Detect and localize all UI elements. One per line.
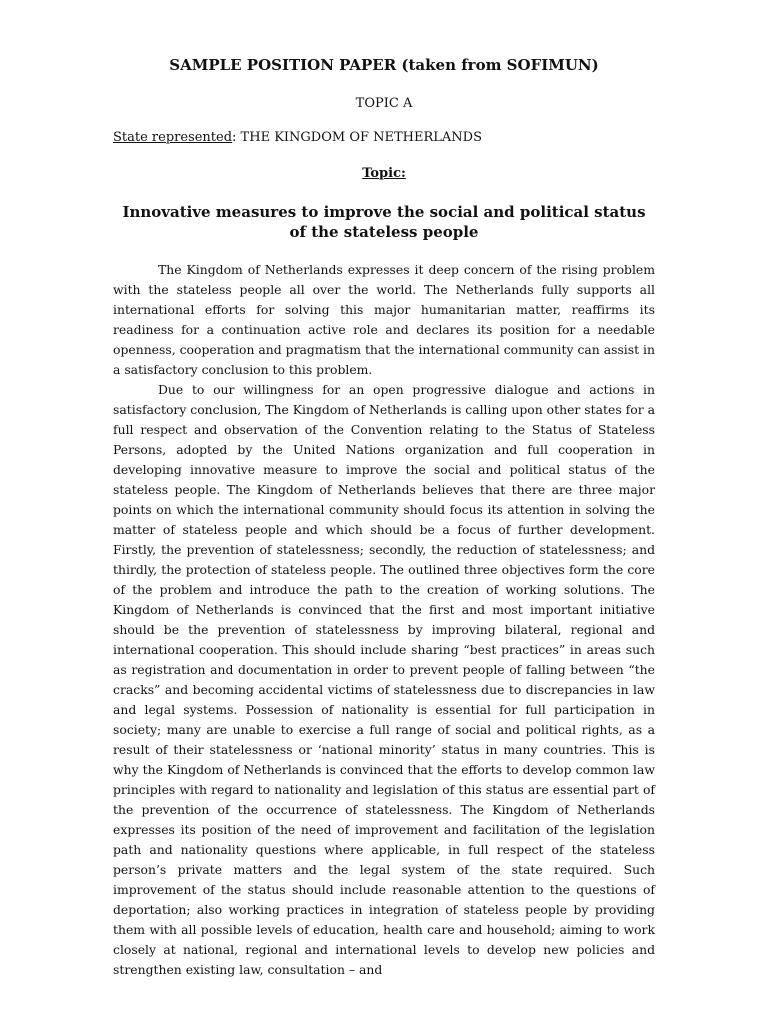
state-represented-line bbox=[113, 129, 673, 147]
topic-label: Topic: bbox=[362, 166, 406, 181]
topic-heading: Innovative measures to improve the social and political status of the stateless people bbox=[122, 203, 646, 241]
body-paragraph-1: The Kingdom of Netherlands expresses it deep concern of the rising problem with the stateless people all over the world. The Netherlands fully supports all international efforts for solving this major humanitarian matter, reaffirms its readiness for a continuation active role and declares its position for a needable openness, cooperation and pragmatism that the international community can assist in a satisfactory conclusion to this problem. bbox=[113, 262, 655, 377]
document-title: SAMPLE POSITION PAPER (taken from SOFIMUN) bbox=[169, 56, 599, 74]
document-body bbox=[113, 260, 655, 980]
state-represented-label: State represented bbox=[113, 130, 233, 145]
state-represented-value: : THE KINGDOM OF NETHERLANDS bbox=[232, 130, 483, 145]
body-paragraph-2: Due to our willingness for an open progressive dialogue and actions in satisfactory conclusion, The Kingdom of Netherlands is calling upon other states for a full respect and observation of the Convention relating to the Status of Stateless Persons, adopted by the United Nations organization and full cooperation in developing innovative measure to improve the social and political status of the stateless people. The Kingdom of Netherlands believes that there are three major points on which the international community should focus its attention in solving the matter of stateless people and which should be a focus of further development. Firstly, the prevention of statelessness; secondly, the reduction of statelessness; and thirdly, the protection of stateless people. The outlined three objectives form the core of the problem and introduce the path to the creation of working solutions. The Kingdom of Netherlands is convinced that the first and most important initiative should be the prevention of statelessness by improving bilateral, regional and international cooperation. This should include sharing “best practices” in areas such as registration and documentation in order to prevent people of falling between “the cracks” and becoming accidental victims of statelessness due to discrepancies in law and legal systems. Possession of nationality is essential for full participation in society; many are unable to exercise a full range of social and political rights, as a result of their statelessness or ‘national minority’ status in many countries. This is why the Kingdom of Netherlands is convinced that the efforts to develop common law principles with regard to nationality and legislation of this status are essential part of the prevention of the occurrence of statelessness. The Kingdom of Netherlands expresses its position of the need of improvement and facilitation of the legislation path and nationality questions where applicable, in full respect of the stateless person’s private matters and the legal system of the state required. Such improvement of the status should include reasonable attention to the questions of deportation; also working practices in integration of stateless people by providing them with all possible levels of education, health care and household; aiming to work closely at national, regional and international levels to develop new policies and strengthen existing law, consultation – and bbox=[113, 382, 655, 977]
topic-a-label: TOPIC A bbox=[355, 96, 413, 111]
